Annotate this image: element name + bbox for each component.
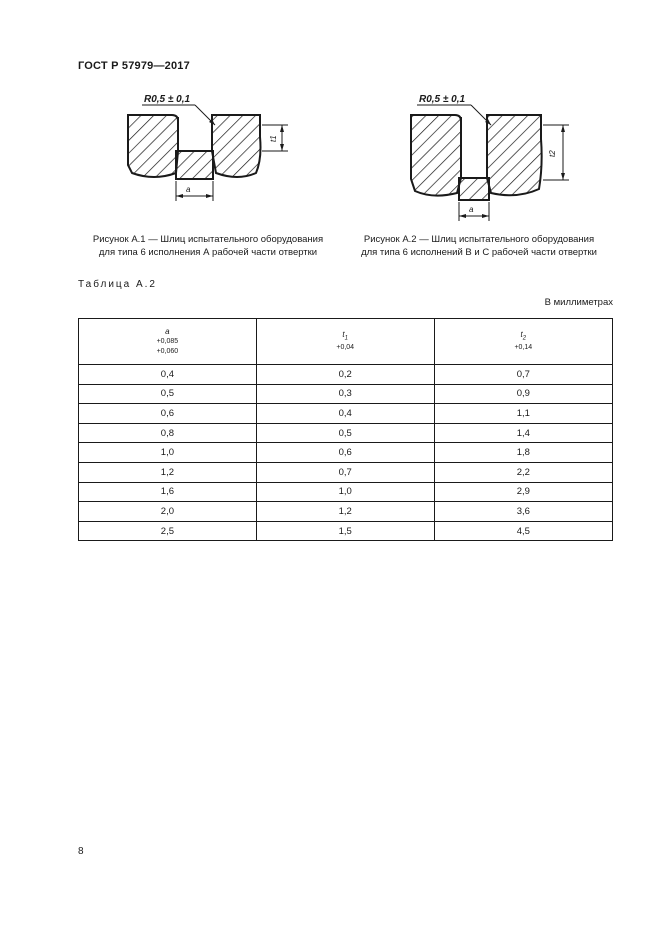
column-header-a (79, 319, 257, 365)
cell-a: 0,4 (79, 365, 257, 385)
cell-t1: 0,2 (256, 365, 434, 385)
column-t1-tolerance-upper: +0,04 (336, 344, 355, 352)
table-title: Таблица А.2 (78, 279, 157, 290)
cell-t2: 3,6 (434, 502, 612, 522)
cell-t2: 1,1 (434, 404, 612, 424)
column-a-tolerance-upper: +0,085 (156, 337, 179, 345)
table-row (79, 502, 613, 522)
cell-t2: 1,8 (434, 443, 612, 463)
cell-a: 0,8 (79, 423, 257, 443)
table-row (79, 443, 613, 463)
cell-a: 1,6 (79, 482, 257, 502)
figure-a1-caption-line2: для типа 6 исполнения А рабочей части отвертки (98, 247, 318, 258)
table-row (79, 365, 613, 385)
figure-a2-depth-label: t2 (548, 150, 557, 157)
figure-a2-width-label: a (469, 205, 474, 214)
figure-a1-radius-label: R0,5 ± 0,1 (144, 94, 191, 105)
column-t2-letter: t (520, 329, 523, 339)
cell-t1: 0,4 (256, 404, 434, 424)
column-a-symbol: a (165, 326, 170, 336)
figure-a1-caption (78, 233, 338, 259)
figure-a1-drawing (120, 85, 300, 210)
figure-a2-caption (345, 233, 613, 259)
page-number: 8 (78, 846, 84, 857)
column-t1-letter: t (342, 329, 345, 339)
column-a-tolerance-lower: +0,060 (156, 347, 179, 355)
table-row (79, 423, 613, 443)
cell-a: 2,0 (79, 502, 257, 522)
table-row (79, 482, 613, 502)
table-units: В миллиметрах (544, 297, 613, 308)
column-header-t1 (256, 319, 434, 365)
cell-t1: 0,5 (256, 423, 434, 443)
figure-a2-radius-label: R0,5 ± 0,1 (419, 94, 466, 105)
column-t2-symbol (435, 330, 612, 344)
cell-t2: 4,5 (434, 521, 612, 541)
figure-a1-width-label: a (186, 185, 191, 194)
cell-t2: 1,4 (434, 423, 612, 443)
column-t2-subscript: 2 (522, 335, 527, 342)
cell-t2: 0,9 (434, 384, 612, 404)
table-row (79, 521, 613, 541)
table-header-row (79, 319, 613, 365)
cell-t1: 0,3 (256, 384, 434, 404)
document-header: ГОСТ Р 57979—2017 (78, 60, 190, 72)
cell-t2: 2,9 (434, 482, 612, 502)
cell-t1: 1,2 (256, 502, 434, 522)
cell-t1: 1,0 (256, 482, 434, 502)
column-header-t2 (434, 319, 612, 365)
dimensions-table (78, 318, 613, 541)
column-t1-symbol (257, 330, 434, 344)
column-t1-subscript: 1 (344, 335, 348, 342)
cell-a: 0,6 (79, 404, 257, 424)
table-row (79, 384, 613, 404)
table-row (79, 462, 613, 482)
figure-a2-caption-line2: для типа 6 исполнений В и С рабочей части отвертки (361, 247, 597, 258)
cell-t2: 0,7 (434, 365, 612, 385)
cell-a: 1,2 (79, 462, 257, 482)
cell-t1: 0,7 (256, 462, 434, 482)
cell-t1: 0,6 (256, 443, 434, 463)
cell-a: 1,0 (79, 443, 257, 463)
figure-a2-drawing (405, 85, 585, 225)
cell-a: 2,5 (79, 521, 257, 541)
cell-a: 0,5 (79, 384, 257, 404)
figure-a1-depth-label: t1 (269, 135, 278, 142)
cell-t1: 1,5 (256, 521, 434, 541)
figure-a1-caption-line1: Рисунок А.1 — Шлиц испытательного оборудования (92, 234, 324, 245)
figure-a2-caption-line1: Рисунок А.2 — Шлиц испытательного оборудования (363, 234, 595, 245)
table-row (79, 404, 613, 424)
cell-t2: 2,2 (434, 462, 612, 482)
figure-a2 (405, 85, 585, 225)
figure-a1 (120, 85, 300, 210)
column-t2-tolerance-upper: +0,14 (514, 344, 533, 352)
